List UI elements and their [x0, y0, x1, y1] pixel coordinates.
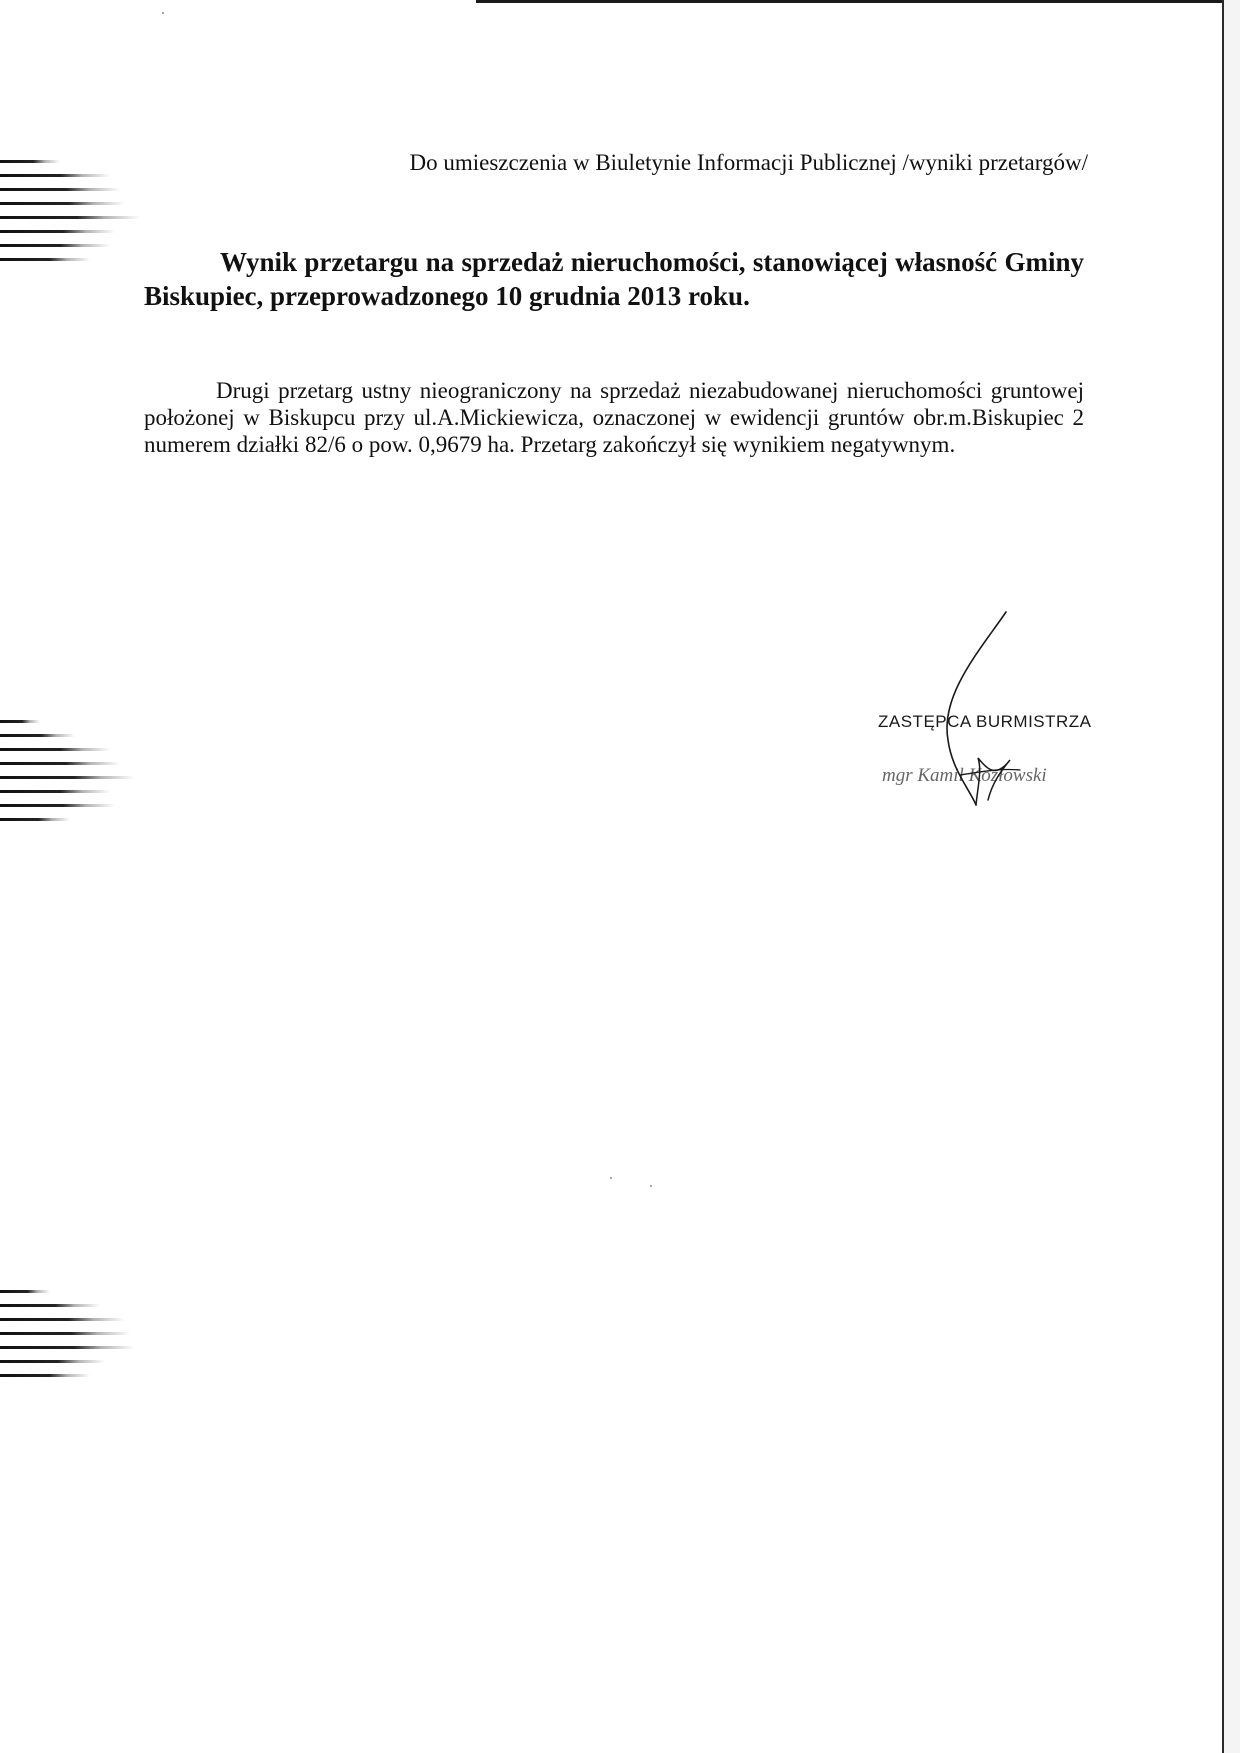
scan-speck: [650, 1185, 652, 1187]
signature-role-stamp: ZASTĘPCA BURMISTRZA: [878, 712, 1092, 731]
scan-right-margin: [1224, 0, 1240, 1753]
scan-top-border: [476, 0, 1240, 3]
binder-marks-bottom: [0, 1290, 140, 1388]
document-title: Wynik przetargu na sprzedaż nieruchomości, stanowiącej własność Gminy Biskupiec, przeprowadzonego 10 grudnia 2013 roku.: [144, 247, 1084, 311]
binder-marks-middle: [0, 720, 140, 832]
handwritten-signature: [860, 600, 1100, 810]
publication-note: Do umieszczenia w Biuletynie Informacji Publicznej /wyniki przetargów/: [409, 150, 1088, 175]
scan-right-border: [1222, 0, 1224, 1753]
signature-name-stamp: mgr Kamil Kozłowski: [882, 765, 1047, 786]
scan-speck: [162, 12, 164, 14]
document-body: Drugi przetarg ustny nieograniczony na sprzedaż niezabudowanej nieruchomości gruntowej położonej w Biskupcu przy ul.A.Mickiewicza, oznaczonej w ewidencji gruntów obr.m.Biskupiec 2 numerem działki 82/6 o pow. 0,9679 ha. Przetarg zakończył się wynikiem negatywnym.: [144, 378, 1084, 457]
scan-speck: [610, 1177, 612, 1179]
binder-marks-top: [0, 160, 140, 272]
signature-block: [860, 600, 1100, 810]
